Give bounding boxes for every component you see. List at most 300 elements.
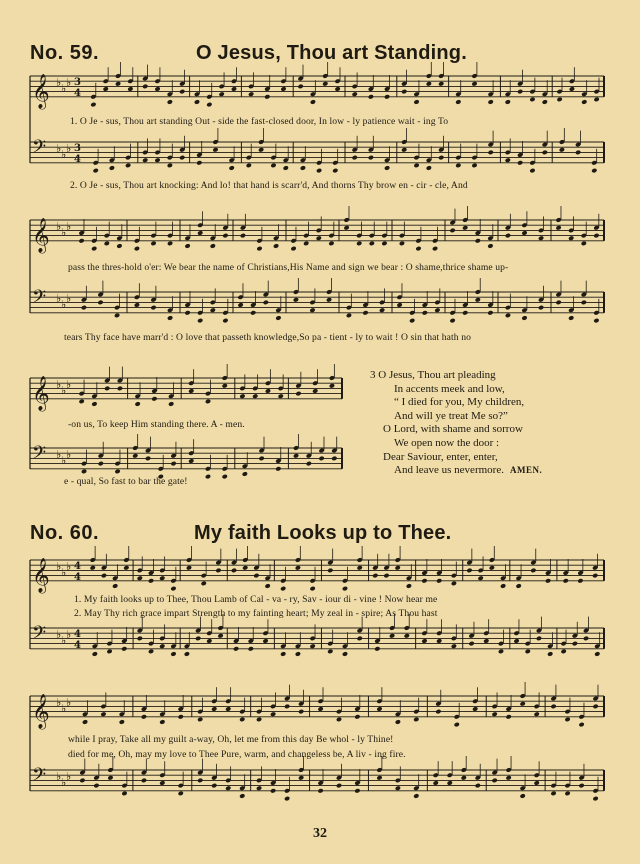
- note-head: [210, 243, 216, 249]
- note-head: [488, 150, 494, 156]
- note-head: [167, 241, 173, 247]
- note-head: [188, 458, 194, 464]
- note-head: [82, 719, 88, 725]
- note-head: [505, 233, 511, 239]
- flat-sign: ♭: [56, 448, 62, 461]
- note-head: [154, 86, 160, 92]
- flat-sign: ♭: [66, 696, 72, 709]
- note-head: [384, 165, 390, 171]
- note-head: [239, 793, 245, 799]
- note-head: [179, 155, 185, 161]
- note-head: [280, 86, 286, 92]
- note-head: [263, 300, 269, 306]
- note-head: [550, 704, 556, 710]
- note-head: [395, 565, 401, 571]
- note-head: [545, 578, 551, 584]
- note-head: [372, 573, 378, 579]
- note-head: [93, 168, 99, 174]
- flat-sign: ♭: [61, 82, 67, 95]
- time-signature-bottom: 4: [74, 88, 81, 99]
- note-head: [170, 461, 176, 467]
- note-head: [116, 243, 122, 249]
- note-head: [206, 638, 212, 644]
- note-head: [568, 315, 574, 321]
- note-head: [114, 469, 120, 475]
- note-head: [332, 168, 338, 174]
- note-head: [369, 241, 375, 247]
- flat-sign: ♭: [61, 384, 67, 397]
- note-head: [401, 147, 407, 153]
- stanza-line: Dear Saviour, enter, enter,: [383, 450, 498, 463]
- flat-sign: ♭: [56, 292, 62, 305]
- note-head: [137, 575, 143, 581]
- note-head: [252, 393, 258, 399]
- note-head: [516, 583, 522, 589]
- note-head: [197, 318, 203, 324]
- note-head: [578, 722, 584, 728]
- note-head: [256, 785, 262, 791]
- note-head: [134, 302, 140, 308]
- note-head: [79, 399, 85, 405]
- flat-sign: ♭: [66, 628, 72, 641]
- flat-sign: ♭: [66, 76, 72, 89]
- note-head: [506, 775, 512, 781]
- note-head: [293, 297, 299, 303]
- note-head: [478, 575, 484, 581]
- hymn-60-number: No. 60.: [30, 522, 100, 544]
- hymn-59-lyric-4: tears Thy face have marr'd : O love that passeth knowledge,So pa - tient - ly to wait ! O sin that hath no: [64, 332, 471, 343]
- note-head: [154, 157, 160, 163]
- flat-sign: ♭: [61, 776, 67, 789]
- note-head: [487, 243, 493, 249]
- note-head: [90, 102, 96, 108]
- note-head: [471, 163, 477, 169]
- flat-sign: ♭: [56, 220, 62, 233]
- note-head: [265, 583, 271, 589]
- note-head: [422, 310, 428, 316]
- note-head: [413, 717, 419, 723]
- note-head: [421, 638, 427, 644]
- note-head: [317, 706, 323, 712]
- note-head: [256, 246, 262, 252]
- note-head: [489, 565, 495, 571]
- note-head: [197, 717, 203, 723]
- flat-sign: ♭: [66, 220, 72, 233]
- time-signature-bottom: 4: [74, 640, 81, 651]
- note-head: [225, 785, 231, 791]
- note-head: [253, 573, 259, 579]
- note-head: [593, 318, 599, 324]
- note-head: [447, 780, 453, 786]
- note-head: [492, 778, 498, 784]
- hymn-59-lyric-2: 2. O Je - sus, Thou art knocking: And lo! that hand is scarr'd, And thorns Thy brow en - cir - cle, And: [70, 180, 468, 191]
- note-head: [211, 706, 217, 712]
- note-head: [205, 399, 211, 405]
- bass-clef: 𝄢: [32, 137, 47, 162]
- note-head: [466, 568, 472, 574]
- note-head: [529, 168, 535, 174]
- note-head: [188, 388, 194, 394]
- note-head: [248, 91, 254, 97]
- note-head: [487, 310, 493, 316]
- note-head: [91, 401, 97, 407]
- note-head: [145, 456, 151, 462]
- note-head: [219, 91, 225, 97]
- stanza-line: O Lord, with shame and sorrow: [383, 423, 523, 436]
- note-head: [167, 315, 173, 321]
- note-head: [383, 573, 389, 579]
- note-head: [298, 775, 304, 781]
- note-head: [451, 581, 457, 587]
- treble-clef: 𝄞: [32, 375, 50, 411]
- note-head: [121, 646, 127, 652]
- note-head: [395, 719, 401, 725]
- note-head: [114, 313, 120, 319]
- note-head: [148, 649, 154, 655]
- note-head: [309, 586, 315, 592]
- note-head: [379, 307, 385, 313]
- note-head: [258, 147, 264, 153]
- note-head: [194, 99, 200, 105]
- note-head: [401, 89, 407, 95]
- note-head: [342, 586, 348, 592]
- note-head: [135, 401, 141, 407]
- hymn-60-lyric-3: while I pray, Take all my guilt a-way, Oh, let me from this day Be whol - ly Thine!: [68, 734, 394, 745]
- note-head: [568, 235, 574, 241]
- note-head: [521, 230, 527, 236]
- note-head: [265, 388, 271, 394]
- note-head: [197, 778, 203, 784]
- note-head: [205, 474, 211, 480]
- note-head: [342, 651, 348, 657]
- note-head: [517, 89, 523, 95]
- flat-sign: ♭: [61, 566, 67, 579]
- flat-sign: ♭: [56, 76, 62, 89]
- stanza-line: And will ye treat Me so?”: [394, 409, 508, 422]
- note-head: [106, 649, 112, 655]
- note-head: [78, 238, 84, 244]
- note-head: [500, 583, 506, 589]
- note-head: [290, 246, 296, 252]
- note-head: [98, 461, 104, 467]
- note-head: [409, 318, 415, 324]
- flat-sign: ♭: [61, 148, 67, 161]
- note-head: [529, 97, 535, 103]
- note-head: [142, 157, 148, 163]
- note-head: [90, 565, 96, 571]
- treble-clef: 𝄞: [32, 73, 50, 109]
- note-head: [309, 643, 315, 649]
- note-head: [312, 388, 318, 394]
- note-head: [563, 578, 569, 584]
- flat-sign: ♭: [61, 702, 67, 715]
- note-head: [92, 651, 98, 657]
- note-head: [352, 155, 358, 161]
- note-head: [538, 235, 544, 241]
- note-head: [316, 168, 322, 174]
- note-head: [328, 241, 334, 247]
- note-head: [356, 241, 362, 247]
- amen-label: AMEN.: [509, 465, 543, 476]
- note-head: [492, 711, 498, 717]
- note-head: [295, 651, 301, 657]
- hymn-59-lyric-6: e - qual, So fast to bar the gate!: [64, 476, 188, 487]
- note-head: [300, 165, 306, 171]
- note-head: [206, 102, 212, 108]
- note-head: [354, 788, 360, 794]
- note-head: [564, 717, 570, 723]
- note-head: [472, 706, 478, 712]
- note-head: [239, 393, 245, 399]
- note-head: [141, 778, 147, 784]
- note-head: [346, 313, 352, 319]
- note-head: [310, 99, 316, 105]
- note-head: [242, 565, 248, 571]
- hymn-60-lyric-2: 2. May Thy rich grace impart Strength to my fainting heart; My zeal in - spire; As Thou hast: [74, 608, 438, 619]
- note-head: [79, 778, 85, 784]
- note-head: [376, 706, 382, 712]
- note-head: [593, 233, 599, 239]
- treble-clef: 𝄞: [32, 217, 50, 253]
- stanza-line: “ I died for you, My children,: [394, 396, 525, 409]
- note-head: [483, 638, 489, 644]
- note-head: [505, 157, 511, 163]
- note-head: [318, 456, 324, 462]
- hymn-59-lyric-3: pass the thres-hold o'er: We bear the name of Christians,His Name and sign we bear : O shame,thrice shame up-: [68, 262, 509, 273]
- note-head: [117, 386, 123, 392]
- note-head: [270, 711, 276, 717]
- note-head: [542, 150, 548, 156]
- note-head: [167, 99, 173, 105]
- note-head: [121, 791, 127, 797]
- hymn-59-lyric-5: -on us, To keep Him standing there. A - men.: [68, 419, 245, 430]
- note-head: [581, 241, 587, 247]
- note-head: [167, 163, 173, 169]
- note-head: [520, 701, 526, 707]
- note-head: [184, 243, 190, 249]
- note-head: [103, 86, 109, 92]
- note-head: [112, 583, 118, 589]
- note-head: [195, 636, 201, 642]
- note-head: [132, 453, 138, 459]
- note-head: [280, 651, 286, 657]
- note-head: [150, 305, 156, 311]
- note-head: [462, 225, 468, 231]
- note-head: [581, 99, 587, 105]
- flat-sign: ♭: [66, 448, 72, 461]
- hymn-60-title: My faith Looks up to Thee.: [194, 522, 452, 544]
- note-head: [475, 783, 481, 789]
- note-head: [577, 578, 583, 584]
- note-head: [336, 783, 342, 789]
- note-head: [426, 165, 432, 171]
- note-head: [222, 474, 228, 480]
- note-head: [104, 241, 110, 247]
- note-head: [297, 84, 303, 90]
- note-head: [374, 646, 380, 652]
- flat-sign: ♭: [56, 628, 62, 641]
- note-head: [550, 791, 556, 797]
- note-head: [275, 466, 281, 472]
- note-head: [258, 456, 264, 462]
- note-head: [432, 246, 438, 252]
- note-head: [215, 568, 221, 574]
- note-head: [178, 791, 184, 797]
- note-head: [101, 573, 107, 579]
- hymn-59-number: No. 59.: [30, 42, 100, 64]
- note-head: [438, 81, 444, 87]
- note-head: [331, 456, 337, 462]
- note-head: [141, 714, 147, 720]
- note-head: [368, 155, 374, 161]
- note-head: [306, 461, 312, 467]
- note-head: [222, 383, 228, 389]
- note-head: [354, 714, 360, 720]
- time-signature-top: 3: [74, 77, 81, 88]
- note-head: [583, 636, 589, 642]
- note-head: [357, 565, 363, 571]
- note-head: [334, 86, 340, 92]
- note-head: [246, 163, 252, 169]
- note-head: [564, 791, 570, 797]
- note-head: [575, 150, 581, 156]
- note-head: [210, 307, 216, 313]
- flat-sign: ♭: [66, 770, 72, 783]
- flat-sign: ♭: [66, 292, 72, 305]
- note-head: [413, 99, 419, 105]
- time-signature-bottom: 4: [74, 572, 81, 583]
- note-head: [197, 230, 203, 236]
- note-head: [137, 636, 143, 642]
- note-head: [159, 575, 165, 581]
- flat-sign: ♭: [56, 560, 62, 573]
- note-head: [242, 471, 248, 477]
- note-head: [362, 310, 368, 316]
- note-head: [186, 565, 192, 571]
- note-head: [475, 297, 481, 303]
- note-head: [225, 706, 231, 712]
- note-head: [316, 235, 322, 241]
- note-head: [127, 86, 133, 92]
- note-head: [451, 643, 457, 649]
- hymn-60-lyric-4: died for me, Oh, may my love to Thee Pure, warm, and changeless be, A liv - ing fire.: [68, 749, 406, 760]
- note-head: [421, 578, 427, 584]
- stanza-line-text: And leave us nevermore.: [394, 464, 504, 477]
- note-head: [434, 307, 440, 313]
- flat-sign: ♭: [61, 454, 67, 467]
- note-head: [461, 775, 467, 781]
- note-head: [542, 99, 548, 105]
- note-head: [142, 84, 148, 90]
- time-signature-top: 3: [74, 143, 81, 154]
- flat-sign: ♭: [66, 560, 72, 573]
- note-head: [178, 714, 184, 720]
- note-head: [517, 160, 523, 166]
- note-head: [396, 302, 402, 308]
- note-head: [264, 94, 270, 100]
- flat-sign: ♭: [56, 770, 62, 783]
- note-head: [513, 638, 519, 644]
- note-head: [578, 783, 584, 789]
- note-head: [415, 246, 421, 252]
- note-head: [438, 155, 444, 161]
- note-head: [222, 233, 228, 239]
- note-head: [170, 586, 176, 592]
- note-head: [538, 305, 544, 311]
- note-head: [231, 86, 237, 92]
- note-head: [381, 241, 387, 247]
- note-head: [322, 81, 328, 87]
- note-head: [275, 315, 281, 321]
- note-head: [498, 649, 504, 655]
- treble-clef: 𝄞: [32, 557, 50, 593]
- note-head: [556, 97, 562, 103]
- note-head: [270, 788, 276, 794]
- note-head: [326, 297, 332, 303]
- note-head: [295, 565, 301, 571]
- note-head: [170, 651, 176, 657]
- note-head: [426, 81, 432, 87]
- note-head: [148, 578, 154, 584]
- note-head: [229, 165, 235, 171]
- note-head: [293, 453, 299, 459]
- note-head: [278, 393, 284, 399]
- note-head: [404, 633, 410, 639]
- note-head: [530, 568, 536, 574]
- bass-clef: 𝄢: [32, 765, 47, 790]
- note-head: [240, 233, 246, 239]
- note-head: [273, 243, 279, 249]
- note-head: [591, 168, 597, 174]
- note-head: [352, 91, 358, 97]
- page-number: 32: [313, 826, 327, 841]
- note-head: [284, 704, 290, 710]
- flat-sign: ♭: [56, 696, 62, 709]
- time-signature-top: 4: [74, 561, 81, 572]
- note-head: [454, 722, 460, 728]
- note-head: [309, 307, 315, 313]
- note-head: [594, 651, 600, 657]
- note-head: [196, 160, 202, 166]
- note-head: [317, 788, 323, 794]
- bass-clef: 𝄢: [32, 443, 47, 468]
- note-head: [475, 238, 481, 244]
- note-head: [462, 310, 468, 316]
- note-head: [555, 225, 561, 231]
- note-head: [521, 315, 527, 321]
- stanza-line: 3 O Jesus, Thou art pleading: [370, 369, 496, 381]
- bass-clef: 𝄢: [32, 287, 47, 312]
- note-head: [284, 796, 290, 802]
- treble-clef: 𝄞: [32, 693, 50, 729]
- note-head: [81, 305, 87, 311]
- note-head: [449, 318, 455, 324]
- note-head: [231, 568, 237, 574]
- stanza-line: We open now the door :: [394, 436, 500, 449]
- note-head: [399, 241, 405, 247]
- note-head: [93, 783, 99, 789]
- note-head: [534, 780, 540, 786]
- note-head: [159, 719, 165, 725]
- note-head: [368, 94, 374, 100]
- hymn-59-stanza-3: [370, 369, 542, 478]
- note-head: [280, 586, 286, 592]
- note-head: [433, 780, 439, 786]
- note-head: [168, 401, 174, 407]
- note-head: [327, 649, 333, 655]
- note-head: [270, 163, 276, 169]
- note-head: [435, 709, 441, 715]
